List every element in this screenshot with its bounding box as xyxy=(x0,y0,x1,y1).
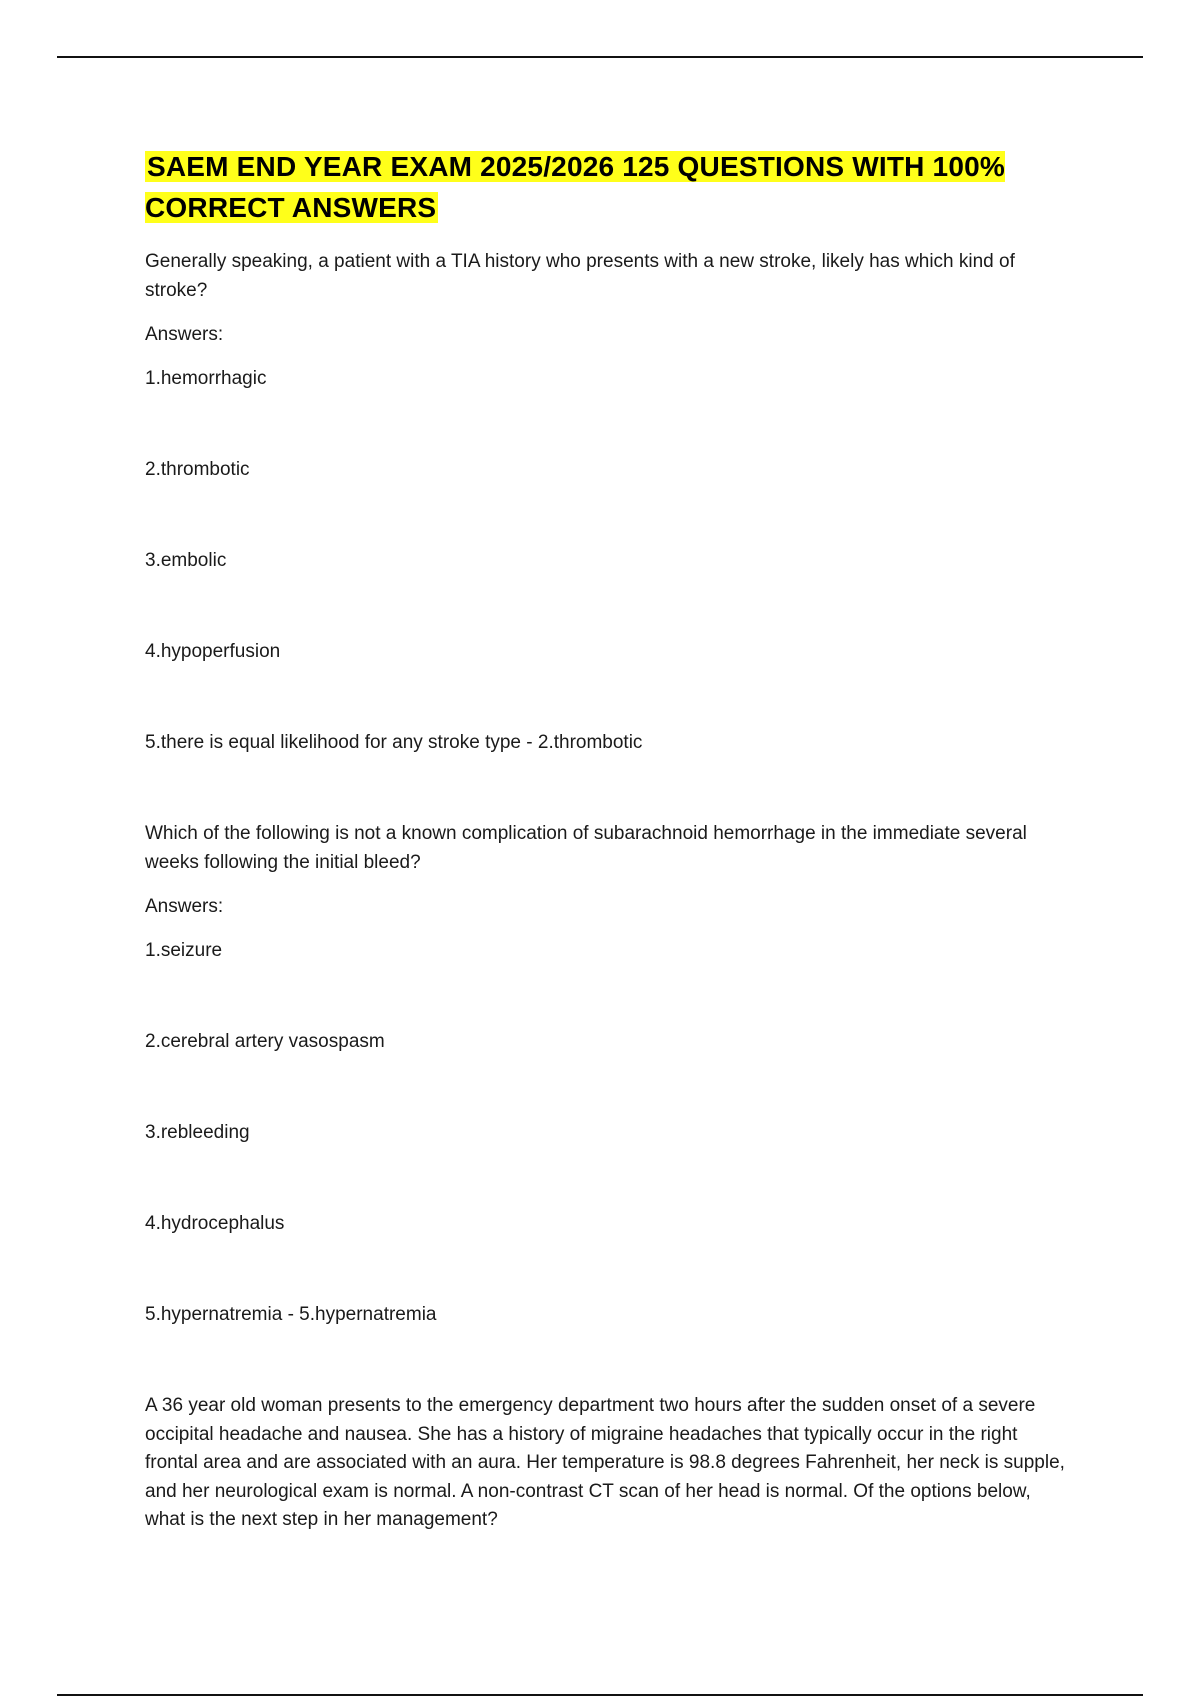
question-text: A 36 year old woman presents to the emergency department two hours after the sudden onset of a severe occipital headache and nausea. She has a history of migraine headaches that typically occur in the right frontal area and are associated with an aura. Her temperature is 98.8 degrees Fahrenheit, her neck is supple, and her neurological exam is normal. A non-contrast CT scan of her head is normal. Of the options below, what is the next step in her management? xyxy=(145,1395,1065,1530)
answer-option: 1.hemorrhagic xyxy=(145,368,267,389)
answer-options-list xyxy=(145,937,1065,1329)
answer-option: 5.hypernatremia - 5.hypernatremia xyxy=(145,1304,437,1325)
answer-option: 2.thrombotic xyxy=(145,459,250,480)
page-bottom-rule xyxy=(57,1694,1143,1696)
answer-option: 4.hypoperfusion xyxy=(145,641,281,662)
answers-label: Answers: xyxy=(145,324,224,345)
answers-label: Answers: xyxy=(145,896,224,917)
question-block xyxy=(145,1392,1065,1535)
page-top-rule xyxy=(57,56,1143,58)
title-highlight: SAEM END YEAR EXAM 2025/2026 125 QUESTIONS WITH 100% CORRECT ANSWERS xyxy=(145,151,1005,223)
answer-option: 5.there is equal likelihood for any stroke type - 2.thrombotic xyxy=(145,732,643,753)
document-title xyxy=(145,146,1065,228)
question-block xyxy=(145,820,1065,1329)
answer-option: 2.cerebral artery vasospasm xyxy=(145,1031,385,1052)
document-body xyxy=(145,146,1065,1535)
answer-options-list xyxy=(145,365,1065,757)
answer-option: 4.hydrocephalus xyxy=(145,1213,285,1234)
question-text: Generally speaking, a patient with a TIA history who presents with a new stroke, likely has which kind of stroke? xyxy=(145,251,1015,301)
answer-option: 3.rebleeding xyxy=(145,1122,250,1143)
answer-option: 1.seizure xyxy=(145,940,223,961)
question-block xyxy=(145,248,1065,757)
question-text: Which of the following is not a known complication of subarachnoid hemorrhage in the immediate several weeks following the initial bleed? xyxy=(145,823,1027,873)
answer-option: 3.embolic xyxy=(145,550,227,571)
